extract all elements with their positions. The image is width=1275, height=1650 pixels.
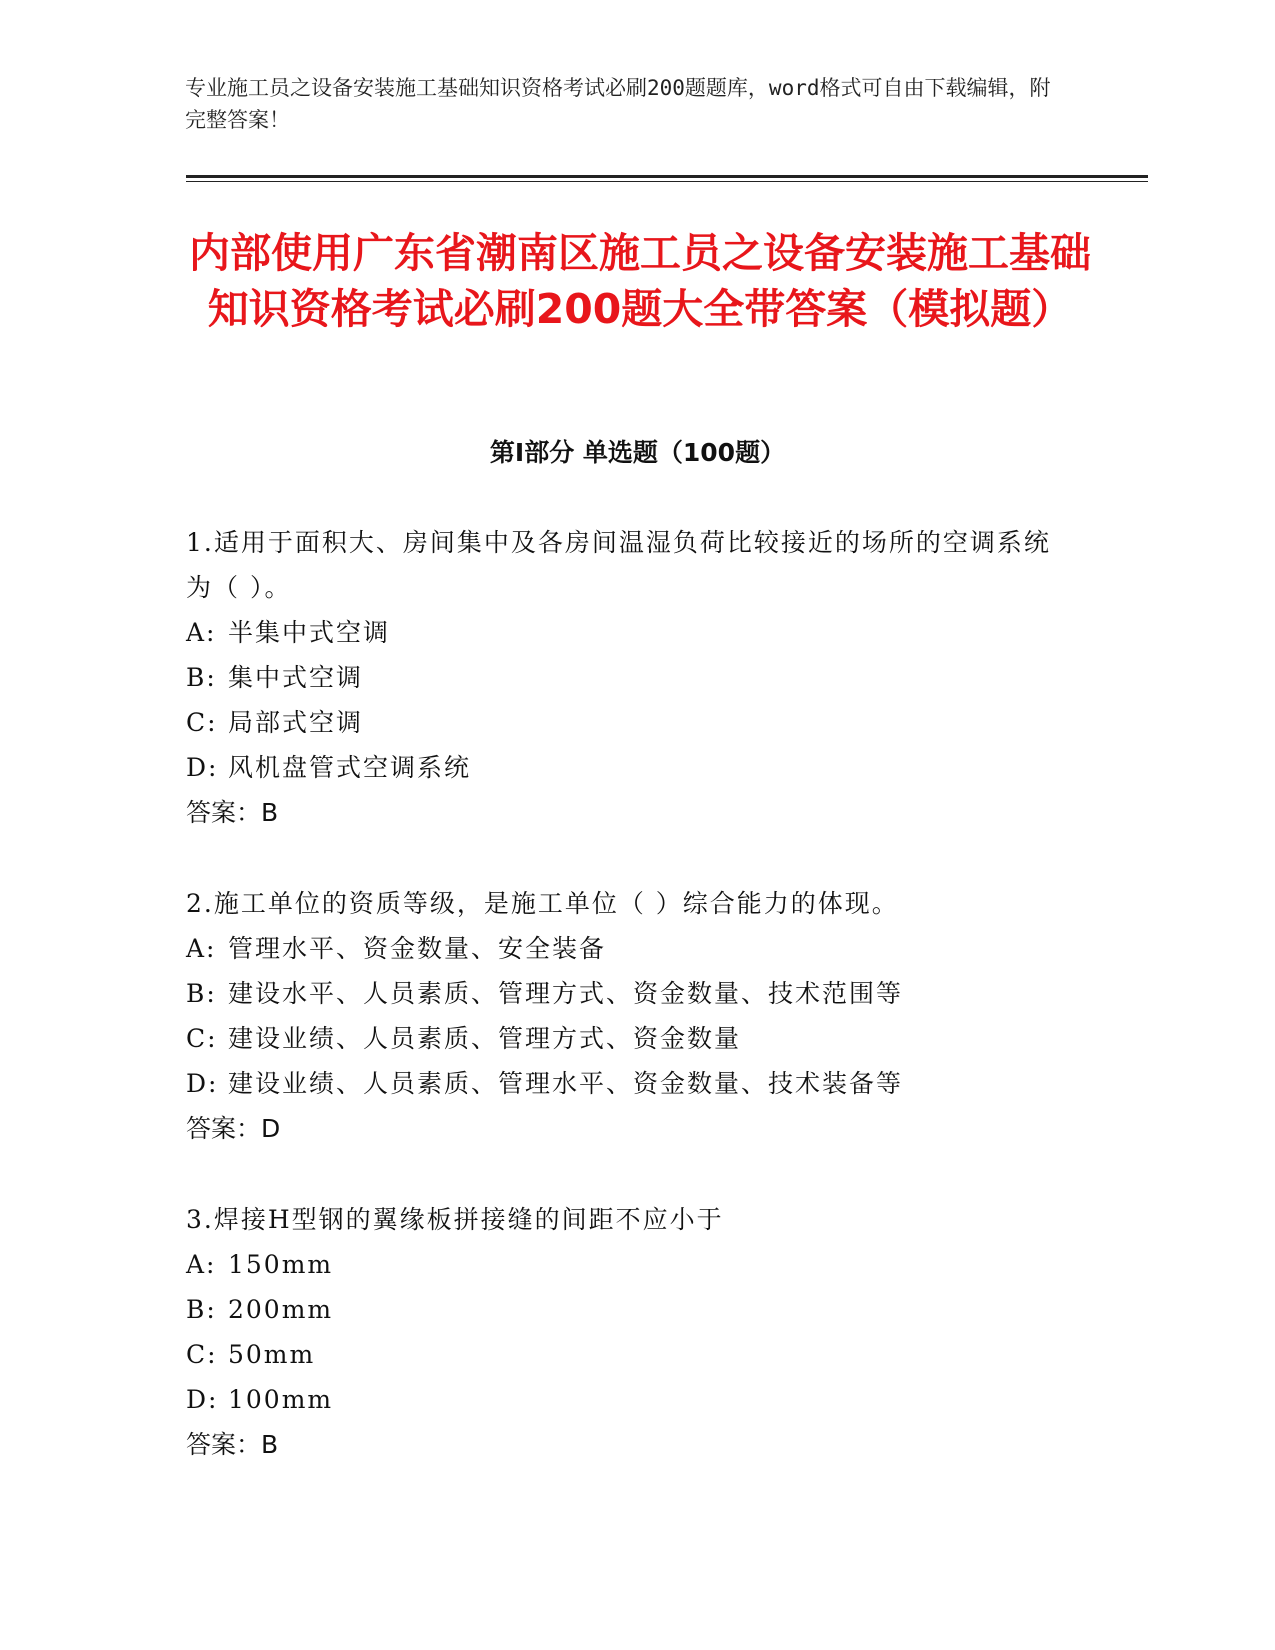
option-key: A: [186, 1250, 217, 1279]
option-text: 150mm [228, 1250, 334, 1279]
question-3 [186, 1197, 1066, 1467]
option-text: 建设水平、人员素质、管理方式、资金数量、技术范围等 [228, 979, 904, 1008]
option-text: 半集中式空调 [228, 618, 391, 647]
option-text: 建设业绩、人员素质、管理水平、资金数量、技术装备等 [228, 1069, 904, 1098]
question-list [186, 520, 1066, 1513]
option-b [186, 655, 1066, 700]
option-key: D: [186, 1385, 219, 1414]
option-d [186, 745, 1066, 790]
option-c [186, 1332, 1066, 1377]
option-b [186, 1287, 1066, 1332]
option-key: B: [186, 663, 217, 692]
option-b [186, 971, 1066, 1016]
option-text: 局部式空调 [228, 708, 364, 737]
answer: 答案：D [186, 1114, 281, 1143]
option-key: C: [186, 1340, 218, 1369]
header-rule-thick [186, 175, 1148, 178]
option-a [186, 1242, 1066, 1287]
header-note: 专业施工员之设备安装施工基础知识资格考试必刷200题题库，word格式可自由下载编辑，附完整答案！ [185, 76, 1051, 132]
option-text: 50mm [228, 1340, 316, 1369]
question-stem: 3.焊接H型钢的翼缘板拼接缝的间距不应小于 [186, 1205, 724, 1234]
section-title: 第Ⅰ部分 单选题（100题） [489, 438, 786, 467]
option-key: A: [186, 618, 217, 647]
header-rule-thin [186, 181, 1148, 182]
question-stem: 2.施工单位的资质等级，是施工单位（ ）综合能力的体现。 [186, 889, 899, 918]
question-1 [186, 520, 1066, 835]
option-c [186, 700, 1066, 745]
question-stem: 1.适用于面积大、房间集中及各房间温湿负荷比较接近的场所的空调系统为（ ）。 [186, 528, 1051, 602]
option-text: 集中式空调 [228, 663, 364, 692]
option-text: 200mm [228, 1295, 334, 1324]
option-key: B: [186, 1295, 217, 1324]
option-text: 100mm [228, 1385, 334, 1414]
question-2 [186, 881, 1066, 1151]
option-key: A: [186, 934, 217, 963]
option-key: C: [186, 708, 218, 737]
option-key: D: [186, 1069, 219, 1098]
option-text: 建设业绩、人员素质、管理方式、资金数量 [228, 1024, 742, 1053]
answer: 答案：B [186, 1430, 279, 1459]
option-text: 管理水平、资金数量、安全装备 [228, 934, 607, 963]
option-c [186, 1016, 1066, 1061]
option-d [186, 1377, 1066, 1422]
option-key: D: [186, 753, 219, 782]
option-a [186, 610, 1066, 655]
option-d [186, 1061, 1066, 1106]
option-a [186, 926, 1066, 971]
option-key: B: [186, 979, 217, 1008]
option-key: C: [186, 1024, 218, 1053]
option-text: 风机盘管式空调系统 [228, 753, 472, 782]
answer: 答案：B [186, 798, 279, 827]
document-title: 内部使用广东省潮南区施工员之设备安装施工基础知识资格考试必刷200题大全带答案（模拟题） [189, 229, 1091, 333]
